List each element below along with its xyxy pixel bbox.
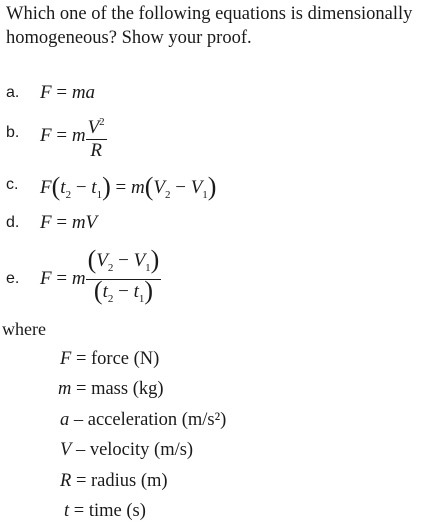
option-e-letter: e. [6, 270, 20, 287]
option-d-letter: d. [6, 214, 20, 231]
fraction-e: $\frac{(V_2 - V_1)}{(t_2 - t_1)}$ [87, 245, 160, 305]
definition-mass: m = mass (kg) [58, 379, 164, 399]
definition-acceleration: a – acceleration (m/s²) [60, 410, 227, 430]
option-a-letter: a. [6, 84, 20, 101]
definition-velocity: V – velocity (m/s) [60, 440, 194, 460]
equation-a: F = ma [40, 82, 96, 103]
option-c-letter: c. [6, 176, 19, 193]
equation-d: F = mV [40, 212, 98, 233]
fraction-b: $\frac{V^2}{R}$ [86, 112, 107, 161]
definition-force: F = force (N) [60, 349, 160, 369]
equation-e: F = m $\frac{(V_2 - V_1)}{(t_2 - t_1)}$ [40, 250, 161, 309]
equation-c: $F(t_2 - t_1) = m(V_2 - V_1)$ [40, 172, 217, 201]
equation-b: F = m $\frac{V^2}{R}$ [40, 112, 107, 161]
definition-radius: R = radius (m) [60, 471, 168, 491]
question-text: Which one of the following equations is dimensionally homogeneous? Show your proof. [6, 4, 413, 48]
option-b-letter: b. [6, 124, 20, 141]
definition-time: t = time (s) [64, 501, 146, 521]
where-label: where [2, 319, 46, 339]
